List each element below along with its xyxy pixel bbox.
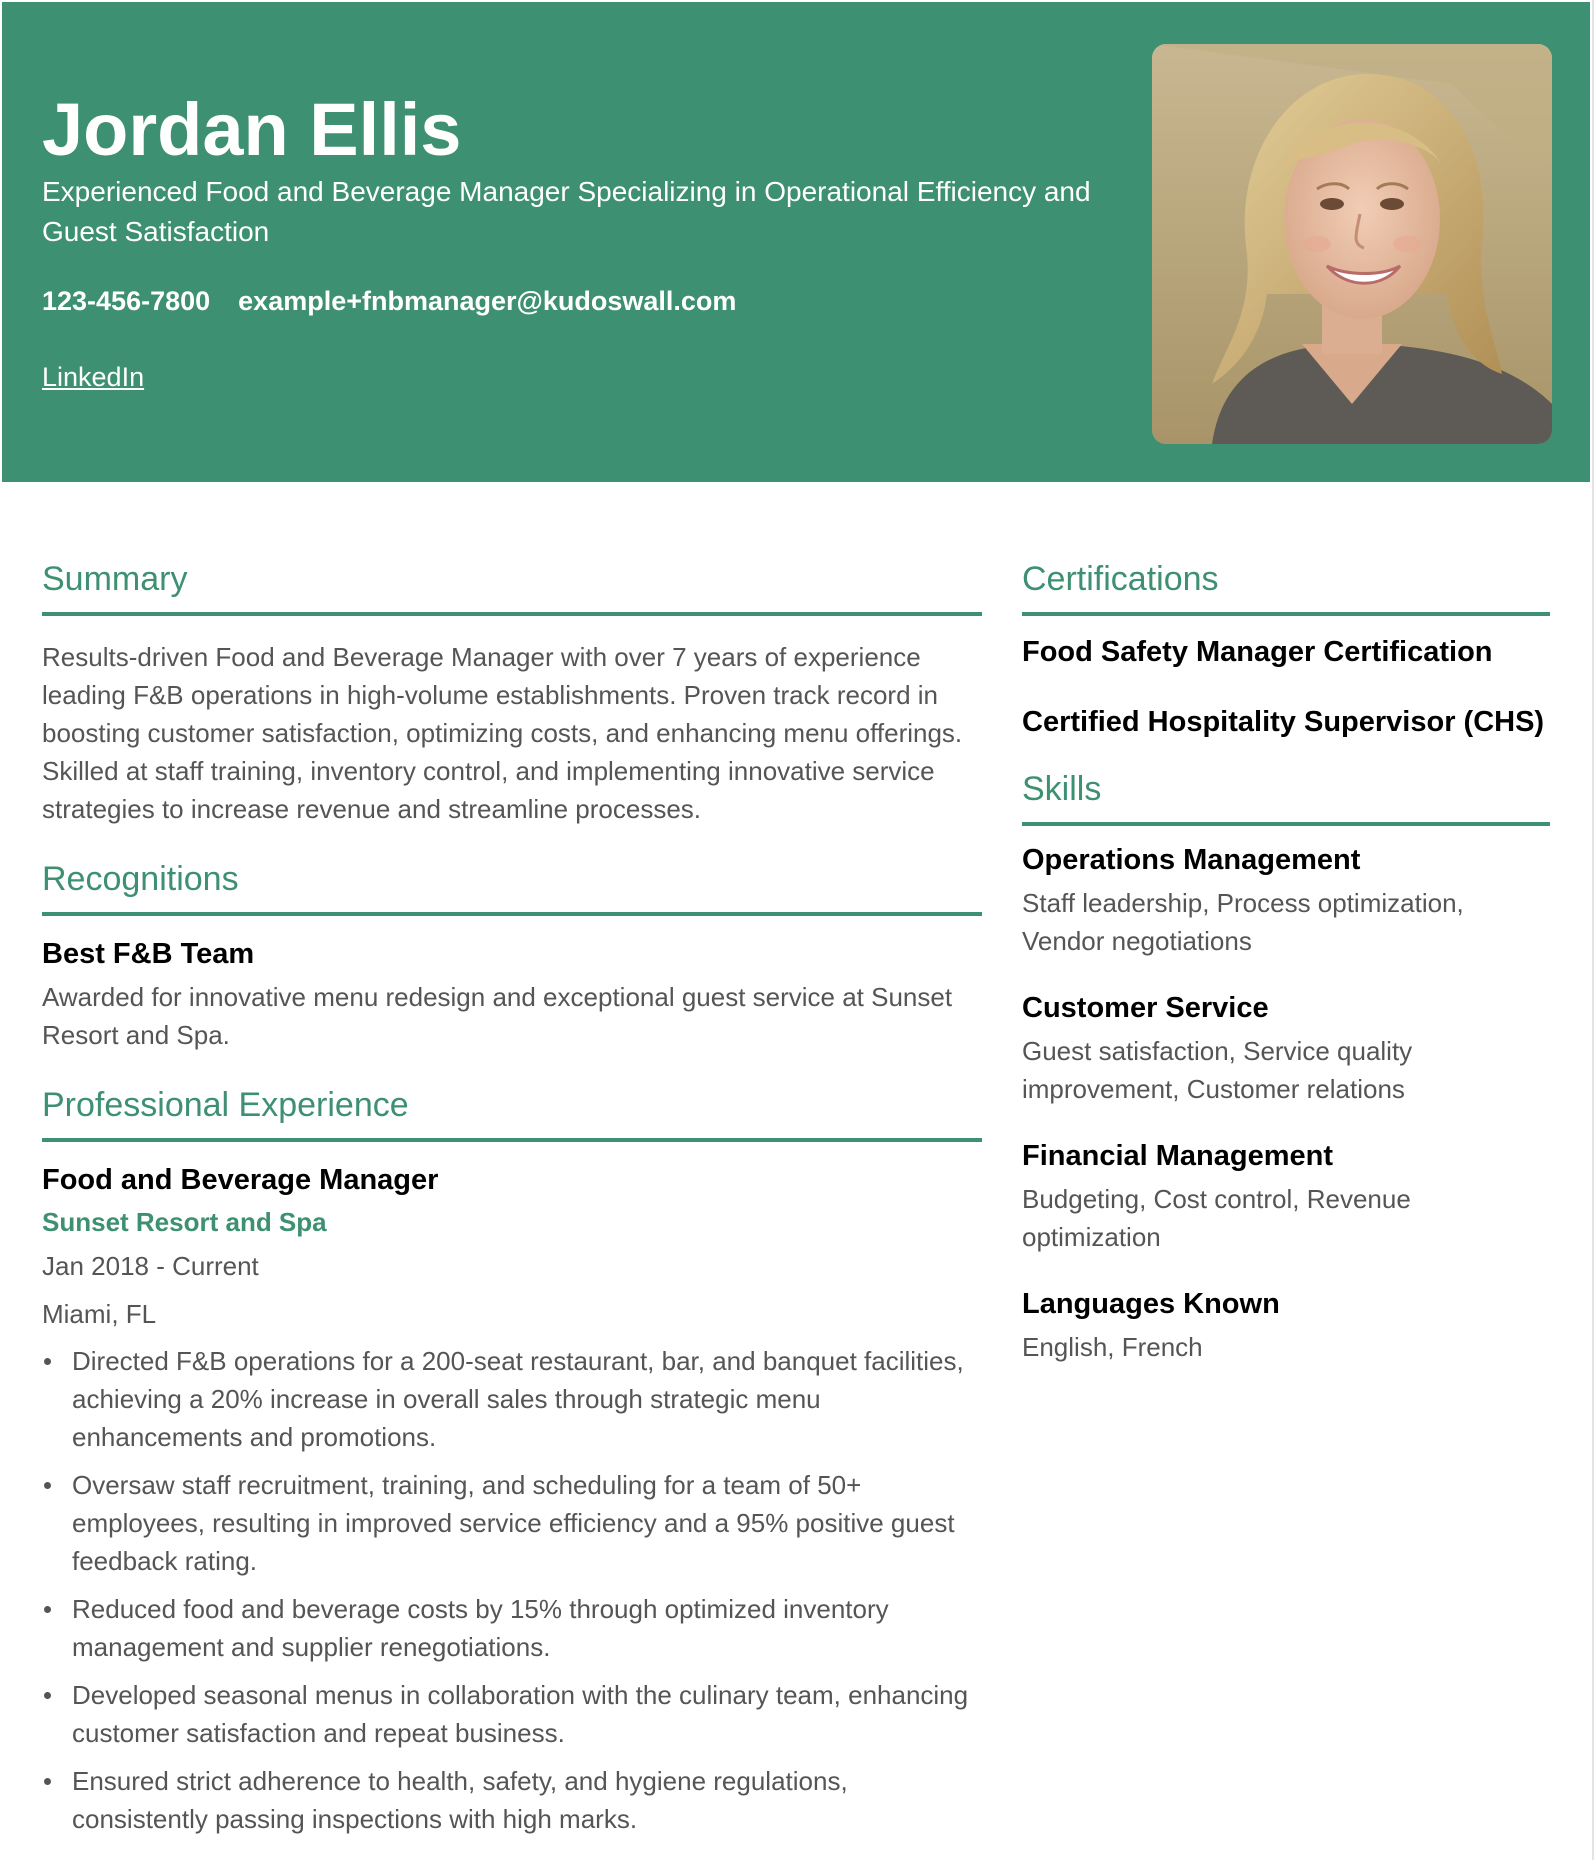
candidate-name: Jordan Ellis <box>42 88 462 171</box>
summary-text: Results-driven Food and Beverage Manager with over 7 years of experience leading F&B operations in high-volume establishments. Proven track record in boosting customer satisfaction, optimizing costs, and enhancing menu offerings. Skilled at staff training, inventory control, and implementing innovative service strategies to increase revenue and streamline processes. <box>42 642 963 824</box>
skills-heading: Skills <box>1022 770 1102 808</box>
email-address: example+fnbmanager@kudoswall.com <box>238 286 737 316</box>
job-bullet <box>42 1342 982 1456</box>
section-divider <box>1022 822 1550 826</box>
job-company: Sunset Resort and Spa <box>42 1207 327 1237</box>
summary-heading: Summary <box>42 560 188 598</box>
skill-group-details: Budgeting, Cost control, Revenue optimization <box>1022 1184 1411 1252</box>
resume-header <box>2 2 1590 482</box>
job-bullet-text: Directed F&B operations for a 200-seat restaurant, bar, and banquet facilities, achieving a 20% increase in overall sales through strategic menu enhancements and promotions. <box>72 1346 964 1452</box>
job-bullet <box>42 1762 982 1838</box>
left-column <box>42 558 982 1848</box>
skill-group-name: Customer Service <box>1022 992 1269 1024</box>
job-dates: Jan 2018 - Current <box>42 1251 259 1281</box>
profile-photo <box>1152 44 1552 444</box>
job-role: Food and Beverage Manager <box>42 1164 439 1196</box>
job-entry <box>42 1162 982 1838</box>
skill-group-details: Staff leadership, Process optimization, Vendor negotiations <box>1022 888 1464 956</box>
job-bullet <box>42 1466 982 1580</box>
skill-group-name: Financial Management <box>1022 1140 1334 1172</box>
certifications-section <box>1022 558 1550 738</box>
section-divider <box>1022 612 1550 616</box>
contact-info <box>42 286 736 317</box>
recognitions-section <box>42 858 982 1054</box>
section-divider <box>42 612 982 616</box>
phone-number: 123-456-7800 <box>42 286 211 316</box>
skills-section <box>1022 768 1550 1366</box>
experience-heading: Professional Experience <box>42 1086 409 1124</box>
recognitions-heading: Recognitions <box>42 860 239 898</box>
skill-group <box>1022 842 1550 960</box>
skill-group-name: Operations Management <box>1022 844 1361 876</box>
right-column <box>1022 558 1550 1366</box>
bullet-icon <box>44 1692 51 1699</box>
candidate-headline: Experienced Food and Beverage Manager Specializing in Operational Efficiency and Guest Satisfaction <box>42 176 1091 247</box>
certification-item: Food Safety Manager Certification <box>1022 636 1493 668</box>
certification-item: Certified Hospitality Supervisor (CHS) <box>1022 706 1545 738</box>
skill-group <box>1022 990 1550 1108</box>
job-bullet-text: Reduced food and beverage costs by 15% through optimized inventory management and supplier renegotiations. <box>72 1594 889 1662</box>
skill-group-details: Guest satisfaction, Service quality improvement, Customer relations <box>1022 1036 1413 1104</box>
linkedin-link[interactable]: LinkedIn <box>42 362 145 392</box>
recognition-name: Best F&B Team <box>42 938 255 970</box>
certifications-heading: Certifications <box>1022 560 1219 598</box>
section-divider <box>42 1138 982 1142</box>
section-divider <box>42 912 982 916</box>
recognition-item <box>42 936 982 1054</box>
bullet-icon <box>44 1358 51 1365</box>
job-bullet-text: Ensured strict adherence to health, safety, and hygiene regulations, consistently passing inspections with high marks. <box>72 1766 848 1834</box>
summary-section <box>42 558 982 828</box>
bullet-icon <box>44 1778 51 1785</box>
job-location: Miami, FL <box>42 1299 157 1329</box>
skill-group <box>1022 1286 1550 1366</box>
job-bullet <box>42 1676 982 1752</box>
job-bullet-list <box>42 1342 982 1838</box>
job-bullet-text: Oversaw staff recruitment, training, and scheduling for a team of 50+ employees, resulting in improved service efficiency and a 95% positive guest feedback rating. <box>72 1470 955 1576</box>
bullet-icon <box>44 1606 51 1613</box>
experience-section <box>42 1084 982 1838</box>
skill-group-name: Languages Known <box>1022 1288 1280 1320</box>
skill-group-details: English, French <box>1022 1332 1203 1362</box>
recognition-description: Awarded for innovative menu redesign and exceptional guest service at Sunset Resort and Spa. <box>42 982 953 1050</box>
job-bullet-text: Developed seasonal menus in collaboration with the culinary team, enhancing customer satisfaction and repeat business. <box>72 1680 969 1748</box>
skill-group <box>1022 1138 1550 1256</box>
bullet-icon <box>44 1482 51 1489</box>
job-bullet <box>42 1590 982 1666</box>
